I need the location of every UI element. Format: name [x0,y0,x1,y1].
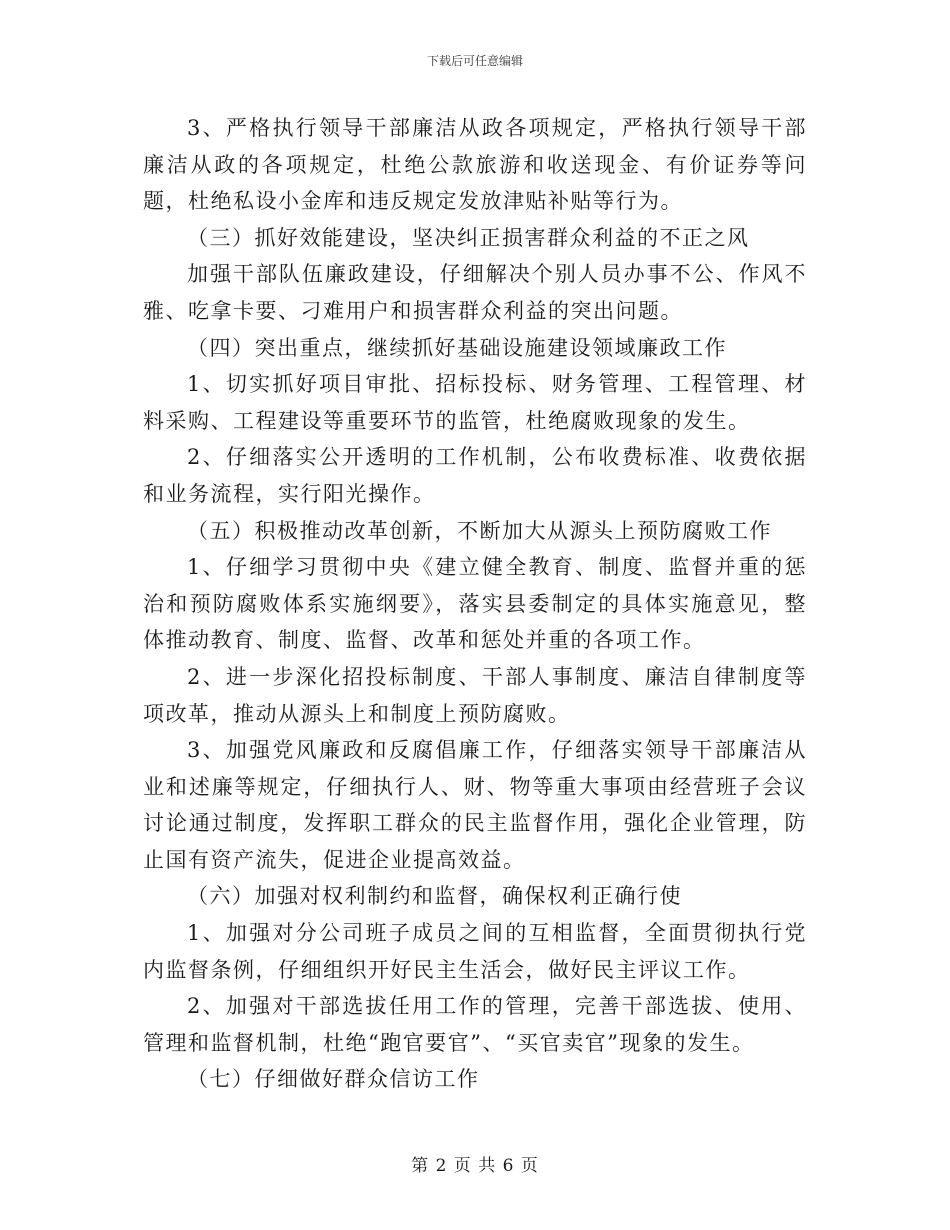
page-header: 下载后可任意编辑 [426,54,523,68]
paragraph-mutual-supervision: 1、加强对分公司班子成员之间的互相监督，全面贯彻执行党内监督条例，仔细组织开好民主生活会，做好民主评议工作。 [143,921,807,982]
section-heading-3: （三）抓好效能建设，坚决纠正损害群众利益的不正之风 [187,225,750,250]
paragraph-reform: 2、进一步深化招投标制度、干部人事制度、廉洁自律制度等项改革，推动从源头上和制度上预防腐败。 [143,664,807,726]
paragraph-cadre-selection: 2、加强对干部选拔任用工作的管理，完善干部选拔、使用、管理和监督机制，杜绝“跑官要官”、“买官卖官”现象的发生。 [143,994,807,1055]
section-heading-4: （四）突出重点，继续抓好基础设施建设领域廉政工作 [187,335,727,360]
paragraph-central-outline: 1、仔细学习贯彻中央《建立健全教育、制度、监督并重的惩治和预防腐败体系实施纲要》，落实县委制定的具体实施意见，整体推动教育、制度、监督、改革和惩处并重的各项工作。 [143,555,807,653]
section-heading-7: （七）仔细做好群众信访工作 [187,1067,480,1092]
paragraph-project-supervision: 1、切实抓好项目审批、招标投标、财务管理、工程管理、材料采购、工程建设等重要环节的监管，杜绝腐败现象的发生。 [143,372,807,433]
paragraph-transparency: 2、仔细落实公开透明的工作机制，公布收费标准、收费依据和业务流程，实行阳光操作。 [143,445,807,506]
paragraph-team-integrity: 加强干部队伍廉政建设，仔细解决个别人员办事不公、作风不雅、吃拿卡要、刁难用户和损害群众利益的突出问题。 [143,262,807,323]
section-heading-5: （五）积极推动改革创新，不断加大从源头上预防腐败工作 [187,518,772,543]
section-heading-6: （六）加强对权利制约和监督，确保权利正确行使 [187,884,682,909]
document-body [143,110,807,1098]
paragraph-item-3-integrity-rules: 3、严格执行领导干部廉洁从政各项规定，严格执行领导干部廉洁从政的各项规定，杜绝公款旅游和收送现金、有价证券等问题，杜绝私设小金库和违反规定发放津贴补贴等行为。 [143,116,807,214]
paragraph-party-conduct: 3、加强党风廉政和反腐倡廉工作，仔细落实领导干部廉洁从业和述廉等规定，仔细执行人、财、物等重大事项由经营班子会议讨论通过制度，发挥职工群众的民主监督作用，强化企业管理，防止国有资产流失，促进企业提高效益。 [143,738,807,872]
page-number-footer: 第 2 页 共 6 页 [411,1156,539,1176]
